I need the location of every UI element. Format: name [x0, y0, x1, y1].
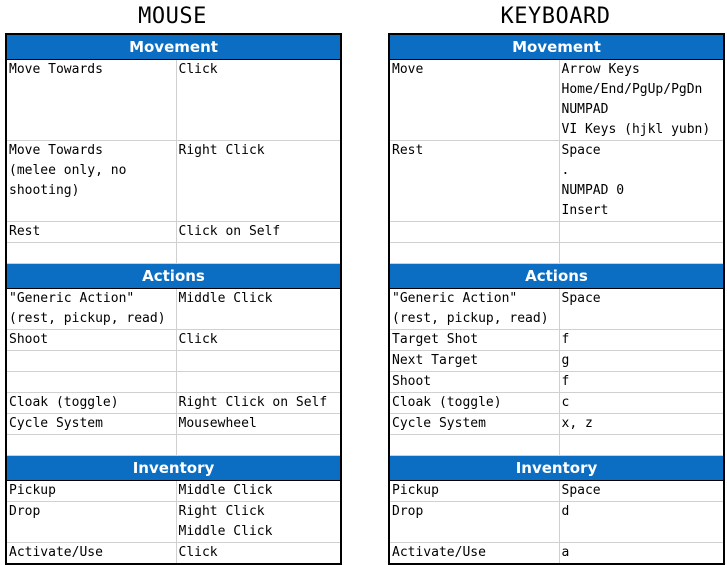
control-cell — [559, 243, 724, 264]
control-cell — [176, 372, 341, 393]
section-header-actions — [389, 264, 724, 289]
control-cell: d — [559, 502, 724, 543]
keyboard-table-body — [389, 34, 724, 564]
action-cell: Drop — [389, 502, 559, 543]
action-cell — [6, 243, 176, 264]
action-cell: Shoot — [389, 372, 559, 393]
action-cell: Shoot — [6, 330, 176, 351]
action-cell — [389, 243, 559, 264]
section-title: Actions — [389, 264, 724, 289]
table-row — [389, 543, 724, 565]
action-cell: "Generic Action" (rest, pickup, read) — [6, 289, 176, 330]
table-row — [389, 222, 724, 243]
action-cell: Pickup — [389, 481, 559, 502]
table-row — [389, 141, 724, 222]
action-cell: Next Target — [389, 351, 559, 372]
table-row — [389, 351, 724, 372]
section-title: Inventory — [389, 456, 724, 481]
table-row — [6, 393, 341, 414]
section-title: Movement — [6, 34, 341, 60]
action-cell: Target Shot — [389, 330, 559, 351]
table-row — [389, 60, 724, 141]
control-cell: Right Click on Self — [176, 393, 341, 414]
control-cell: Click — [176, 330, 341, 351]
action-cell: Drop — [6, 502, 176, 543]
control-cell: Click on Self — [176, 222, 341, 243]
action-cell — [6, 351, 176, 372]
mouse-title: MOUSE — [138, 4, 207, 29]
action-cell: Pickup — [6, 481, 176, 502]
control-cell: f — [559, 330, 724, 351]
section-header-movement — [389, 34, 724, 60]
control-cell: Space . NUMPAD 0 Insert — [559, 141, 724, 222]
table-row — [6, 243, 341, 264]
table-row — [6, 330, 341, 351]
action-cell — [6, 372, 176, 393]
control-cell — [176, 351, 341, 372]
control-cell: Click — [176, 60, 341, 141]
control-cell — [559, 222, 724, 243]
action-cell: Move Towards — [6, 60, 176, 141]
table-row — [389, 414, 724, 435]
table-row — [6, 141, 341, 222]
table-row — [6, 481, 341, 502]
action-cell — [389, 435, 559, 456]
keyboard-panel — [388, 0, 723, 565]
control-cell: Mousewheel — [176, 414, 341, 435]
section-header-actions — [6, 264, 341, 289]
control-cell: x, z — [559, 414, 724, 435]
table-row — [6, 414, 341, 435]
section-title: Actions — [6, 264, 341, 289]
table-row — [6, 372, 341, 393]
table-row — [6, 502, 341, 543]
keyboard-table — [388, 33, 725, 565]
table-row — [389, 502, 724, 543]
action-cell: Activate/Use — [6, 543, 176, 565]
action-cell: Cycle System — [389, 414, 559, 435]
action-cell: "Generic Action" (rest, pickup, read) — [389, 289, 559, 330]
section-title: Movement — [389, 34, 724, 60]
action-cell: Activate/Use — [389, 543, 559, 565]
control-cell: Arrow Keys Home/End/PgUp/PgDn NUMPAD VI Keys (hjkl yubn) — [559, 60, 724, 141]
action-cell: Rest — [6, 222, 176, 243]
action-cell: Move — [389, 60, 559, 141]
section-header-inventory — [6, 456, 341, 481]
table-row — [389, 435, 724, 456]
control-cell: c — [559, 393, 724, 414]
action-cell: Cloak (toggle) — [6, 393, 176, 414]
table-row — [389, 393, 724, 414]
control-cell: Middle Click — [176, 481, 341, 502]
control-cell: a — [559, 543, 724, 565]
action-cell — [389, 222, 559, 243]
action-cell: Move Towards (melee only, no shooting) — [6, 141, 176, 222]
control-cell: Right Click — [176, 141, 341, 222]
control-cell: Middle Click — [176, 289, 341, 330]
action-cell: Rest — [389, 141, 559, 222]
table-row — [6, 289, 341, 330]
control-cell: Space — [559, 289, 724, 330]
table-row — [389, 243, 724, 264]
table-row — [6, 351, 341, 372]
keyboard-title: KEYBOARD — [500, 4, 611, 29]
action-cell: Cycle System — [6, 414, 176, 435]
table-row — [389, 330, 724, 351]
table-row — [6, 435, 341, 456]
table-row — [6, 60, 341, 141]
table-row — [6, 222, 341, 243]
section-title: Inventory — [6, 456, 341, 481]
mouse-panel — [5, 0, 340, 565]
control-cell: g — [559, 351, 724, 372]
section-header-inventory — [389, 456, 724, 481]
control-cell: f — [559, 372, 724, 393]
action-cell: Cloak (toggle) — [389, 393, 559, 414]
control-cell: Click — [176, 543, 341, 565]
section-header-movement — [6, 34, 341, 60]
table-row — [389, 372, 724, 393]
control-cell — [176, 243, 341, 264]
table-row — [389, 289, 724, 330]
control-cell: Right Click Middle Click — [176, 502, 341, 543]
control-cell: Space — [559, 481, 724, 502]
mouse-table — [5, 33, 342, 565]
action-cell — [6, 435, 176, 456]
control-cell — [176, 435, 341, 456]
mouse-table-body — [6, 34, 341, 564]
control-cell — [559, 435, 724, 456]
table-row — [6, 543, 341, 565]
table-row — [389, 481, 724, 502]
